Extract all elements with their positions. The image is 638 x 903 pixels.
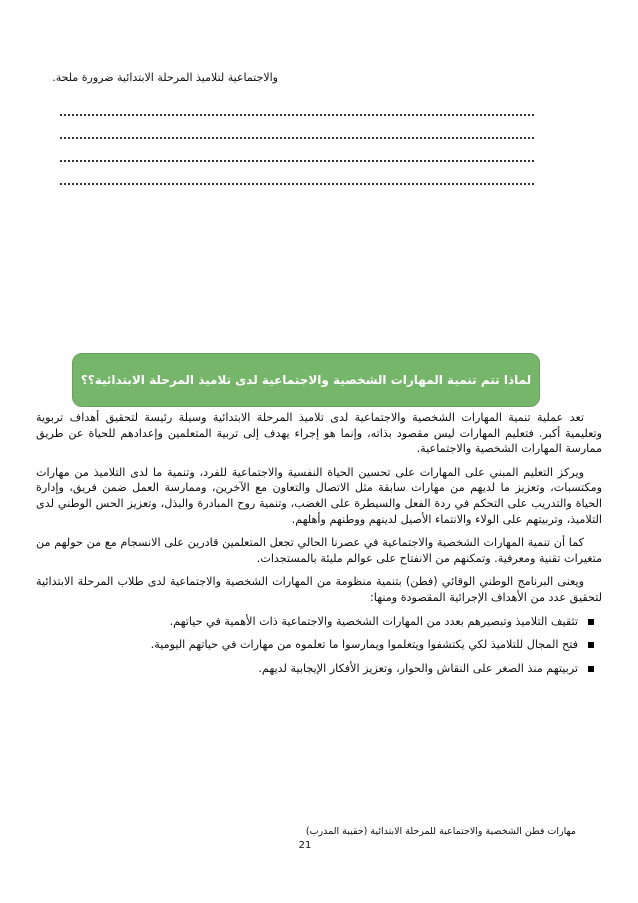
objectives-list — [36, 614, 602, 677]
paragraph — [36, 535, 602, 566]
list-item-text: تثقيف التلاميذ وتبصيرهم بعدد من المهارات الشخصية والاجتماعية ذات الأهمية في حياتهم. — [169, 614, 578, 628]
paragraph — [36, 465, 602, 527]
page-footer: مهارات فطن الشخصية والاجتماعية للمرحلة الابتدائية (حقيبة المدرب) — [305, 826, 576, 837]
question-banner-text: لماذا تتم تنمية المهارات الشخصية والاجتماعية لدى تلاميذ المرحلة الابتدائية؟؟ — [80, 373, 532, 387]
paragraph-text: ويركز التعليم المبني على المهارات على تحسين الحياة النفسية والاجتماعية للفرد، وتنمية ما لدى التلاميذ من مهارات ومكتسبات، وتعزيز ما لديهم من مهارات سابقة مثل الاتصال والتعاون مع الآخرين، وممارسة العمل ضمن فريق، وإدارة الحياة والتدريب على التحكم في ردة الفعل والسيطرة على الغضب، وتنمية روح المبادرة والبذل، وتعزيز الحس الوطني لدى التلاميذ، وتربيتهم على الولاء والانتماء الأصيل لدينهم ووطنهم وأهلهم. — [36, 465, 602, 526]
list-item-text: فتح المجال للتلاميذ لكي يكتشفوا ويتعلموا ويمارسوا ما تعلموه من مهارات في حياتهم اليومية. — [150, 638, 578, 652]
paragraph-text: تعد عملية تنمية المهارات الشخصية والاجتماعية لدى تلاميذ المرحلة الابتدائية وسيلة رئيسة لتحقيق أهداف تربوية وتعليمية أكبر. فتعليم المهارات ليس مقصود بذاته، وإنما هو إجراء يهدف إلى تربية المتعلمين وإعدادهم للحياة عن طريق ممارسة المهارات الشخصية والاجتماعية. — [36, 411, 602, 456]
body-text — [36, 410, 602, 684]
bullet-square-icon — [588, 619, 594, 625]
answer-line — [60, 173, 534, 185]
question-banner — [72, 353, 540, 407]
paragraph — [36, 574, 602, 605]
answer-line — [60, 150, 534, 162]
bullet-square-icon — [588, 642, 594, 648]
paragraph-text: ويعنى البرنامج الوطني الوقائي (فطن) بتنمية منظومة من المهارات الشخصية والاجتماعية لدى طلاب المرحلة الابتدائية لتحقيق عدد من الأهداف الإجرائية المقصودة ومنها: — [36, 575, 602, 604]
list-item — [36, 637, 602, 653]
page-number: 21 — [298, 840, 312, 851]
paragraph-text: كما أن تنمية المهارات الشخصية والاجتماعية في عصرنا الحالي تجعل المتعلمين قادرين على الانسجام مع من حولهم من متغيرات تقنية ومعرفية. وتمكنهم من الانفتاح على عوالم مليئة بالمستجدات. — [36, 536, 602, 565]
list-item — [36, 614, 602, 630]
intro-line: والاجتماعية لتلاميذ المرحلة الابتدائية ضرورة ملحة. — [52, 71, 278, 84]
answer-line — [60, 127, 534, 139]
list-item-text: تربيتهم منذ الصغر على النقاش والحوار، وتعزيز الأفكار الإيجابية لديهم. — [258, 661, 578, 675]
answer-line — [60, 104, 534, 116]
paragraph — [36, 410, 602, 457]
bullet-square-icon — [588, 666, 594, 672]
list-item — [36, 661, 602, 677]
